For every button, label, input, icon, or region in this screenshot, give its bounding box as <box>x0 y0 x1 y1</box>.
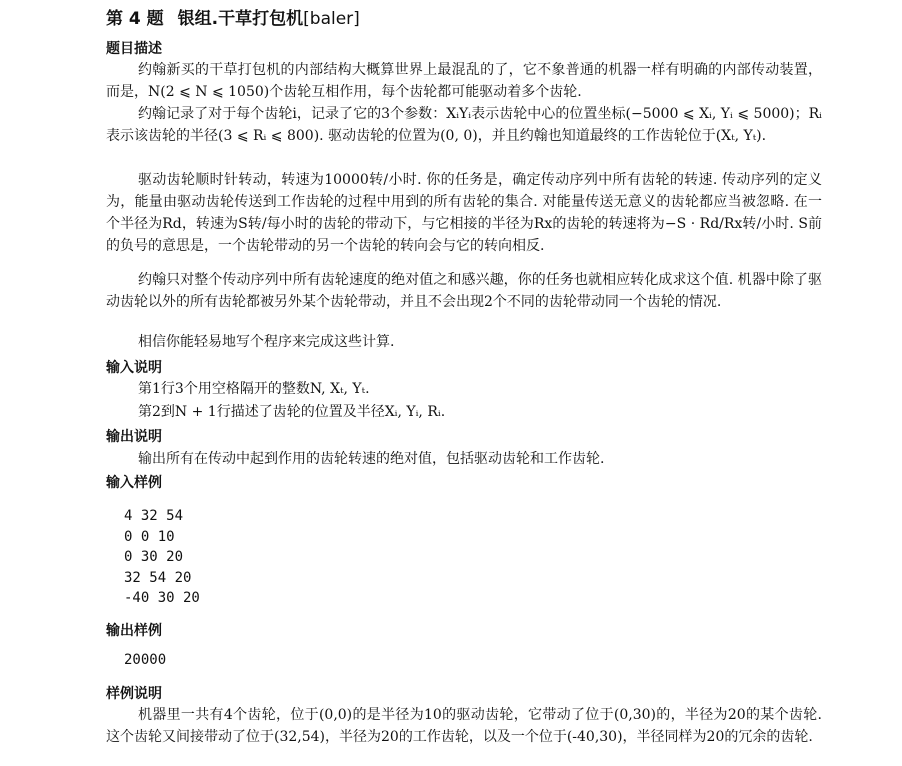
input-heading: 输入说明 <box>106 360 162 376</box>
sample-output-block: 20000 <box>124 652 167 668</box>
problem-name: 银组.干草打包机 <box>177 9 304 29</box>
explanation-paragraph: 机器里一共有4个齿轮，位于(0,0)的是半径为10的驱动齿轮，它带动了位于(0,30)的，半径为20的某个齿轮. 这个齿轮又间接带动了位于(32,54)，半径为20的工作齿轮，以及一个位于(-40,30)，半径同样为20的冗余的齿轮. <box>106 707 822 745</box>
description-paragraph-2: 约翰记录了对于每个齿轮i，记录了它的3个参数：XᵢYᵢ表示齿轮中心的位置坐标(−5000 ⩽ Xᵢ, Yᵢ ⩽ 5000)；Rᵢ表示该齿轮的半径(3 ⩽ Rᵢ ⩽ 800). 驱动齿轮的位置为(0, 0)，并且约翰也知道最终的工作齿轮位于(Xₜ, Yₜ). <box>106 106 822 144</box>
problem-title <box>106 4 360 29</box>
problem-number: 第 4 题 <box>106 9 164 29</box>
description-paragraph-3: 驱动齿轮顺时针转动，转速为10000转/小时. 你的任务是，确定传动序列中所有齿轮的转速. 传动序列的定义为，能量由驱动齿轮传送到工作齿轮的过程中用到的所有齿轮的集合. 对能量传送无意义的齿轮都应当被忽略. 在一个半径为Rd，转速为S转/每小时的齿轮的带动下，与它相接的半径为Rx的齿轮的转速将为−S · Rd/Rx转/小时. S前的负号的意思是，一个齿轮带动的另一个齿轮的转向会与它的转向相反. <box>106 172 822 254</box>
explanation-heading: 样例说明 <box>106 686 162 702</box>
input-line-2: 第2到N + 1行描述了齿轮的位置及半径Xᵢ, Yᵢ, Rᵢ. <box>138 404 446 420</box>
output-heading: 输出说明 <box>106 429 162 445</box>
input-line-1: 第1行3个用空格隔开的整数N, Xₜ, Yₜ. <box>138 381 370 397</box>
description-paragraph-4: 约翰只对整个传动序列中所有齿轮速度的绝对值之和感兴趣，你的任务也就相应转化成求这个值. 机器中除了驱动齿轮以外的所有齿轮都被另外某个齿轮带动，并且不会出现2个不同的齿轮带动同一个齿轮的情况. <box>106 272 822 310</box>
sample-output-heading: 输出样例 <box>106 623 162 639</box>
sample-input-block: 4 32 54 0 0 10 0 30 20 32 54 20 -40 30 20 <box>124 508 200 606</box>
description-heading: 题目描述 <box>106 41 162 57</box>
description-paragraph-5: 相信你能轻易地写个程序来完成这些计算. <box>138 334 395 350</box>
output-line-1: 输出所有在传动中起到作用的齿轮转速的绝对值，包括驱动齿轮和工作齿轮. <box>138 451 605 467</box>
sample-input-heading: 输入样例 <box>106 475 162 491</box>
description-paragraph-1: 约翰新买的干草打包机的内部结构大概算世界上最混乱的了，它不象普通的机器一样有明确的内部传动装置，而是，N(2 ⩽ N ⩽ 1050)个齿轮互相作用，每个齿轮都可能驱动着多个齿轮. <box>106 62 822 100</box>
problem-code: [baler] <box>303 9 360 29</box>
